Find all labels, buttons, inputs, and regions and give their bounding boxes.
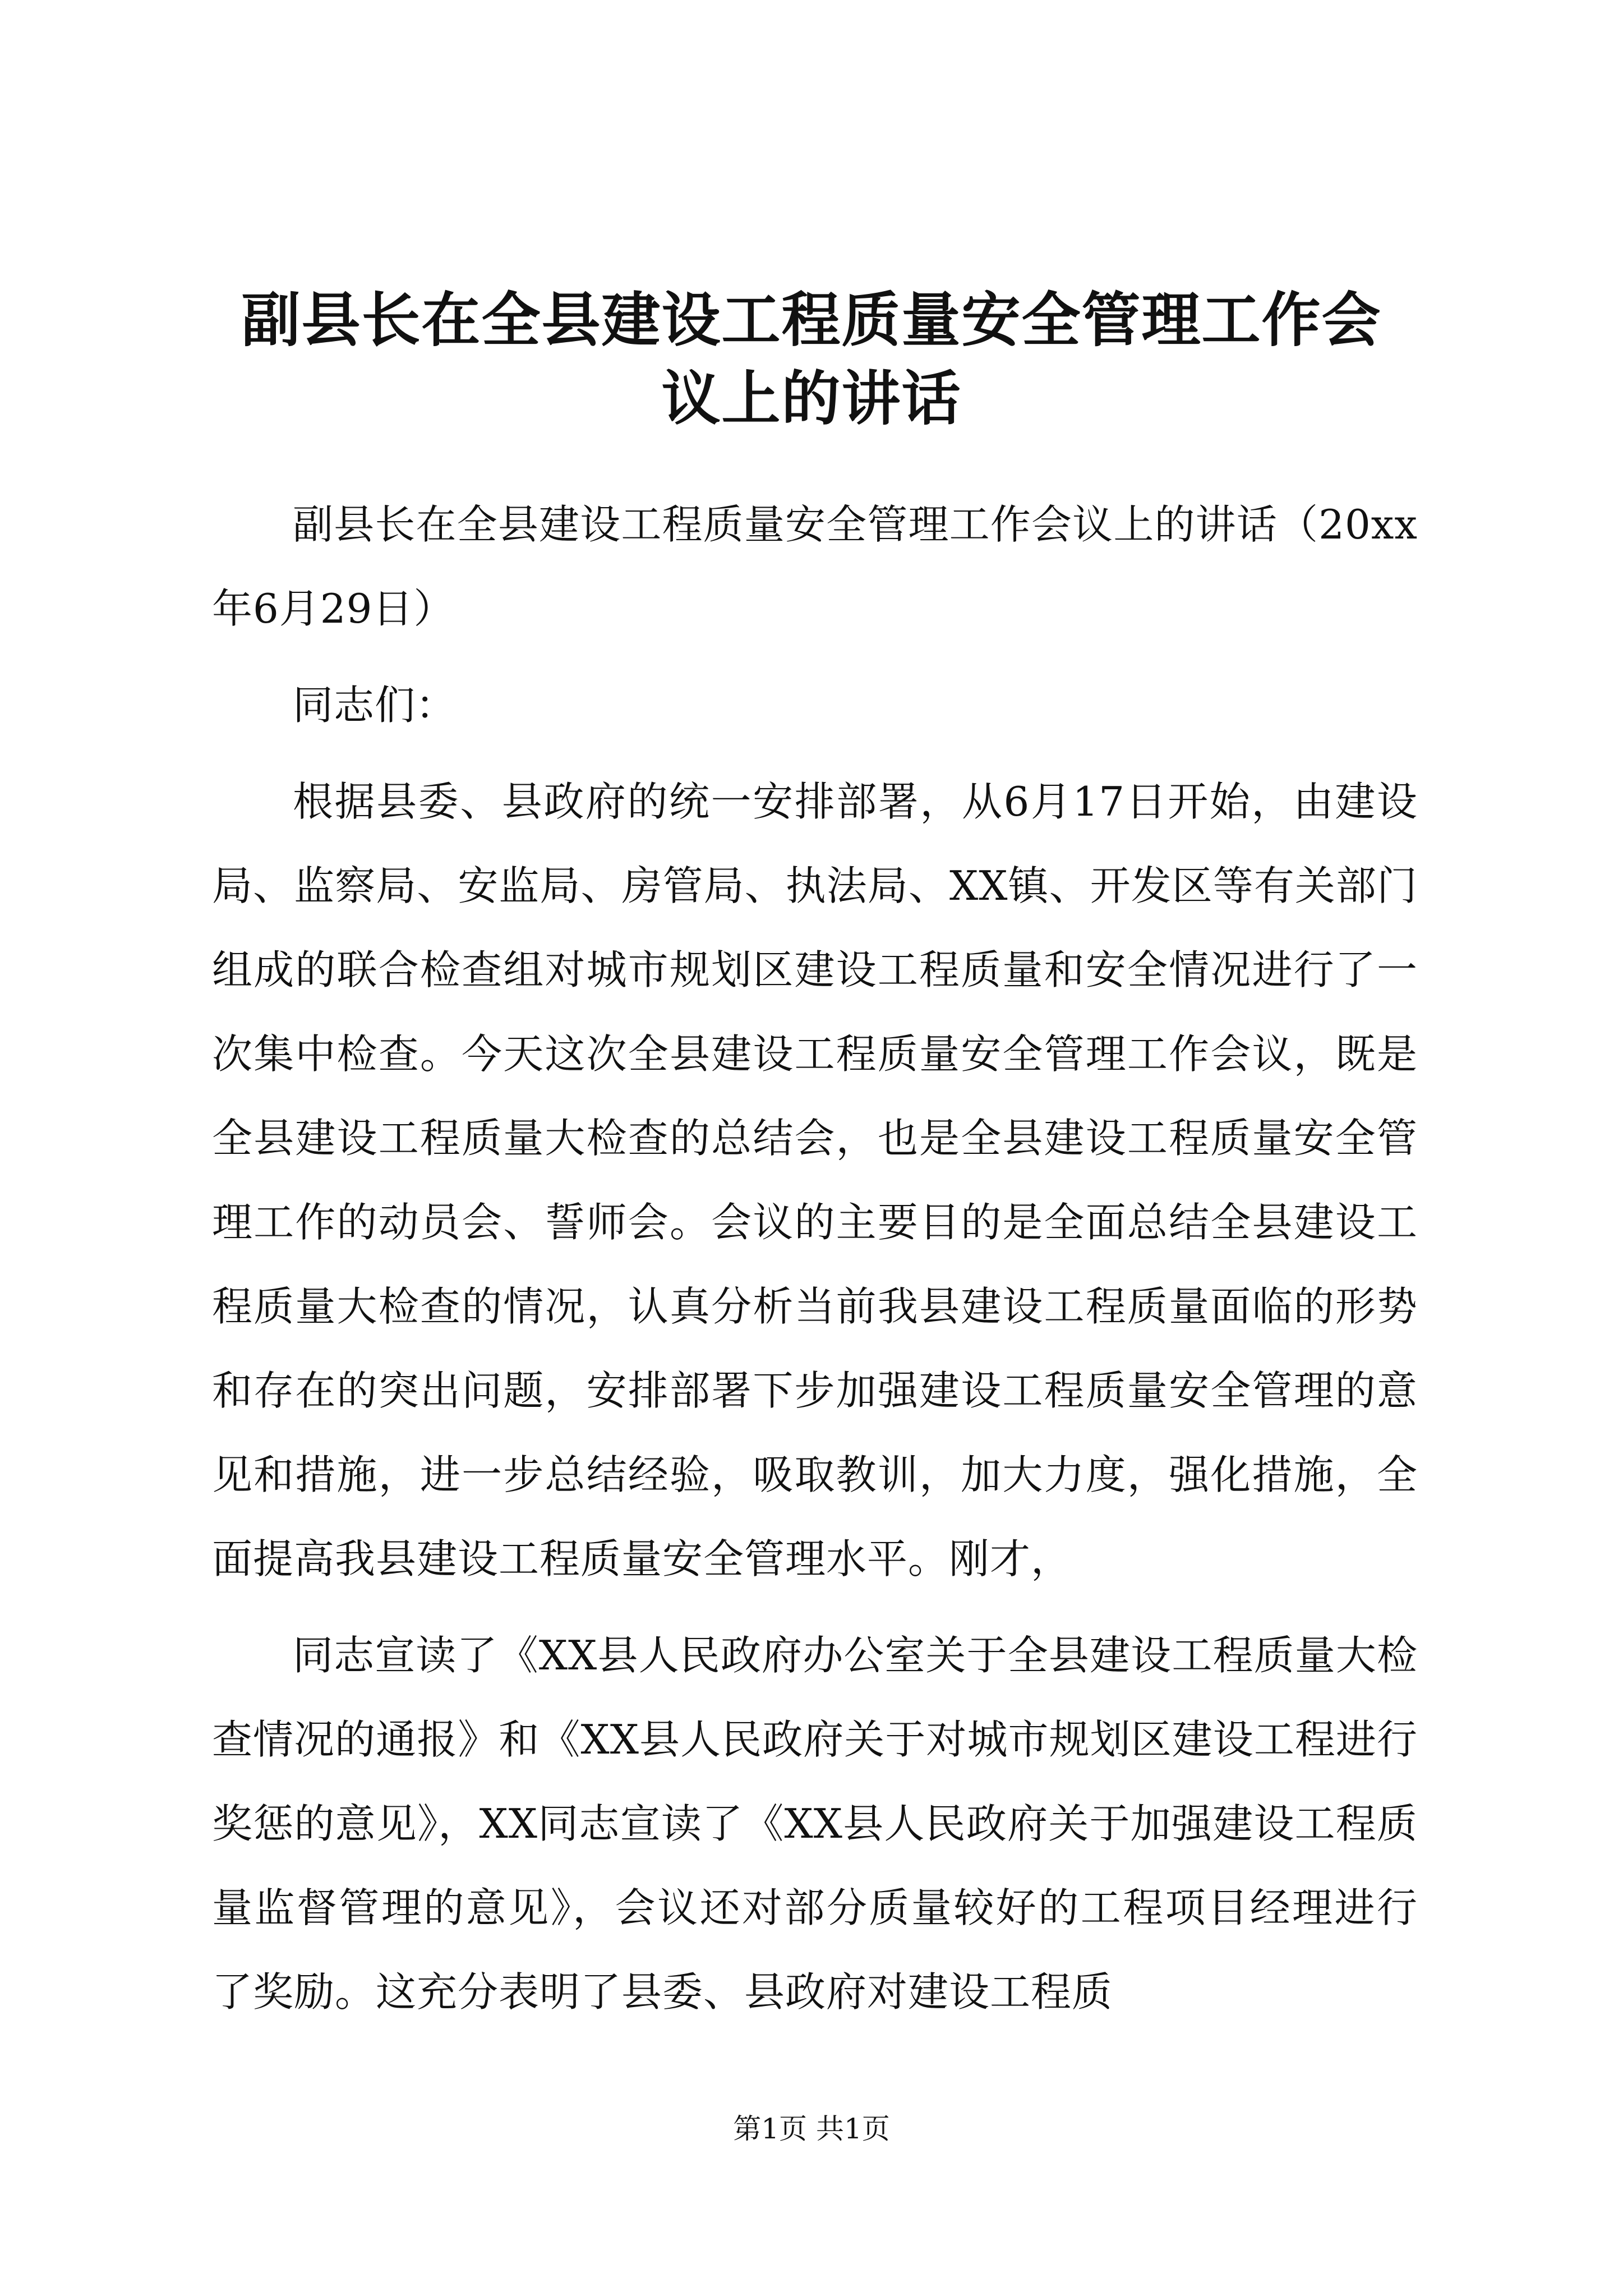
document-title: 副县长在全县建设工程质量安全管理工作会议上的讲话: [241, 285, 1382, 433]
page-footer: 第1页 共1页: [733, 2113, 890, 2145]
paragraph-subtitle: 副县长在全县建设工程质量安全管理工作会议上的讲话（20xx年6月29日）: [212, 501, 1418, 632]
paragraph-salutation: 同志们：: [293, 682, 457, 729]
document-body: [212, 482, 1418, 2046]
paragraph-body-1: 根据县委、县政府的统一安排部署，从6月17日开始，由建设局、监察局、安监局、房管局、执法局、XX镇、开发区等有关部门组成的联合检查组对城市规划区建设工程质量和安全情况进行了一次集中检查。今天这次全县建设工程质量安全管理工作会议，既是全县建设工程质量大检查的总结会，也是全县建设工程质量安全管理工作的动员会、誓师会。会议的主要目的是全面总结全县建设工程质量大检查的情况，认真分析当前我县建设工程质量面临的形势和存在的突出问题，安排部署下步加强建设工程质量安全管理的意见和措施，进一步总结经验，吸取教训，加大力度，强化措施，全面提高我县建设工程质量安全管理水平。刚才，: [212, 778, 1418, 1582]
paragraph-body-2: 同志宣读了《XX县人民政府办公室关于全县建设工程质量大检查情况的通报》和《XX县人民政府关于对城市规划区建设工程进行奖惩的意见》，XX同志宣读了《XX县人民政府关于加强建设工程质量监督管理的意见》，会议还对部分质量较好的工程项目经理进行了奖励。这充分表明了县委、县政府对建设工程质: [212, 1632, 1418, 2016]
